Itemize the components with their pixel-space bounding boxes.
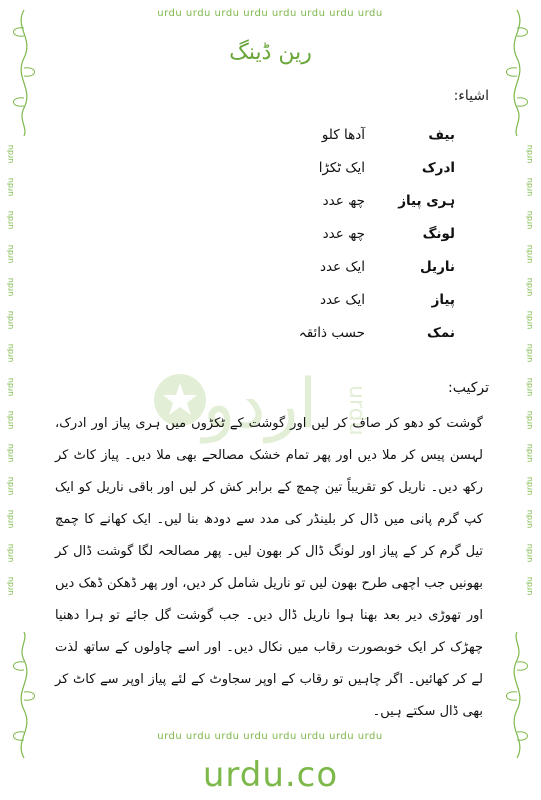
ingredient-quantity: ایک ٹکڑا [318, 159, 365, 176]
top-border-pattern: urdu urdu urdu urdu urdu urdu urdu urdu [157, 8, 383, 19]
ingredient-row [255, 283, 455, 316]
ingredient-name: لونگ [422, 225, 455, 242]
recipe-title: رین ڈینگ [229, 40, 312, 65]
corner-ornament-top-left [6, 8, 42, 138]
corner-ornament-top-right [499, 8, 535, 138]
corner-ornament-bottom-left [6, 630, 42, 760]
ingredient-quantity: آدھا کلو [321, 126, 365, 143]
ingredients-heading: اشیاء: [453, 88, 489, 104]
method-paragraph: گوشت کو دھو کر صاف کر لیں اور گوشت کے ٹکڑوں میں ہری پیاز اور ادرک، لہسن پیس کر ملا دیں اور پھر تمام خشک مصالحے بھی ملا دیں۔ پیاز کاٹ کر رکھ دیں۔ ناریل کو تقریباً تین چمچ کے برابر کش کر لیں اور باقی ناریل کو ایک کپ گرم پانی میں ڈال کر بلینڈر کی مدد سے دودھ بنا لیں۔ ایک کھانے کا چمچ تیل گرم کر کے پیاز اور لونگ ڈال کر بھون لیں۔ پھر مصالحہ لگا گوشت ڈال کر بھونیں جب اچھی طرح بھون لیں تو ناریل شامل کر دیں، اور پھر ڈھکن ڈھک دیں اور تھوڑی دیر بعد بھنا ہوا ناریل ڈال دیں۔ جب گوشت گل جائے تو ہرا دھنیا چھڑک کر ایک خوبصورت رقاب میں نکال دیں۔ اور اسے چاولوں کے ساتھ لذت لے کر کھائیں۔ اگر چاہیں تو رقاب کے اوپر سجاوٹ کے لئے پیاز اوپر سے کاٹ کر بھی ڈال سکتے ہیں۔ [55, 416, 483, 719]
bottom-border-pattern: urdu urdu urdu urdu urdu urdu urdu urdu [157, 731, 383, 742]
method-heading: ترکیب: [448, 380, 489, 396]
ingredient-row [255, 184, 455, 217]
ingredient-row [255, 250, 455, 283]
ingredient-row [255, 217, 455, 250]
watermark-latin-text: urdu [344, 385, 369, 436]
ingredient-name: پیاز [431, 291, 455, 308]
ingredient-name: نمک [427, 324, 455, 341]
left-border-pattern: urdu urdu urdu urdu urdu urdu urdu urdu urdu urdu urdu urdu urdu urdu [6, 144, 15, 596]
ingredient-quantity: چھ عدد [322, 225, 365, 242]
ingredient-name: بیف [428, 126, 455, 143]
ingredient-quantity: حسب ذائقہ [298, 324, 365, 341]
ingredient-name: ناریل [419, 258, 455, 275]
right-border-pattern: urdu urdu urdu urdu urdu urdu urdu urdu urdu urdu urdu urdu urdu urdu [525, 144, 534, 596]
site-brand: urdu.co [202, 755, 339, 795]
ingredient-row [255, 151, 455, 184]
ingredient-quantity: ایک عدد [319, 291, 365, 308]
ingredient-name: ادرک [421, 159, 455, 176]
ingredient-quantity: ایک عدد [319, 258, 365, 275]
watermark-urdu-text: اردو [202, 365, 318, 444]
ingredient-row [255, 118, 455, 151]
ingredient-name: ہری پیاز [398, 192, 455, 209]
corner-ornament-bottom-right [499, 630, 535, 760]
ingredient-quantity: چھ عدد [322, 192, 365, 209]
ingredients-list [255, 118, 455, 349]
